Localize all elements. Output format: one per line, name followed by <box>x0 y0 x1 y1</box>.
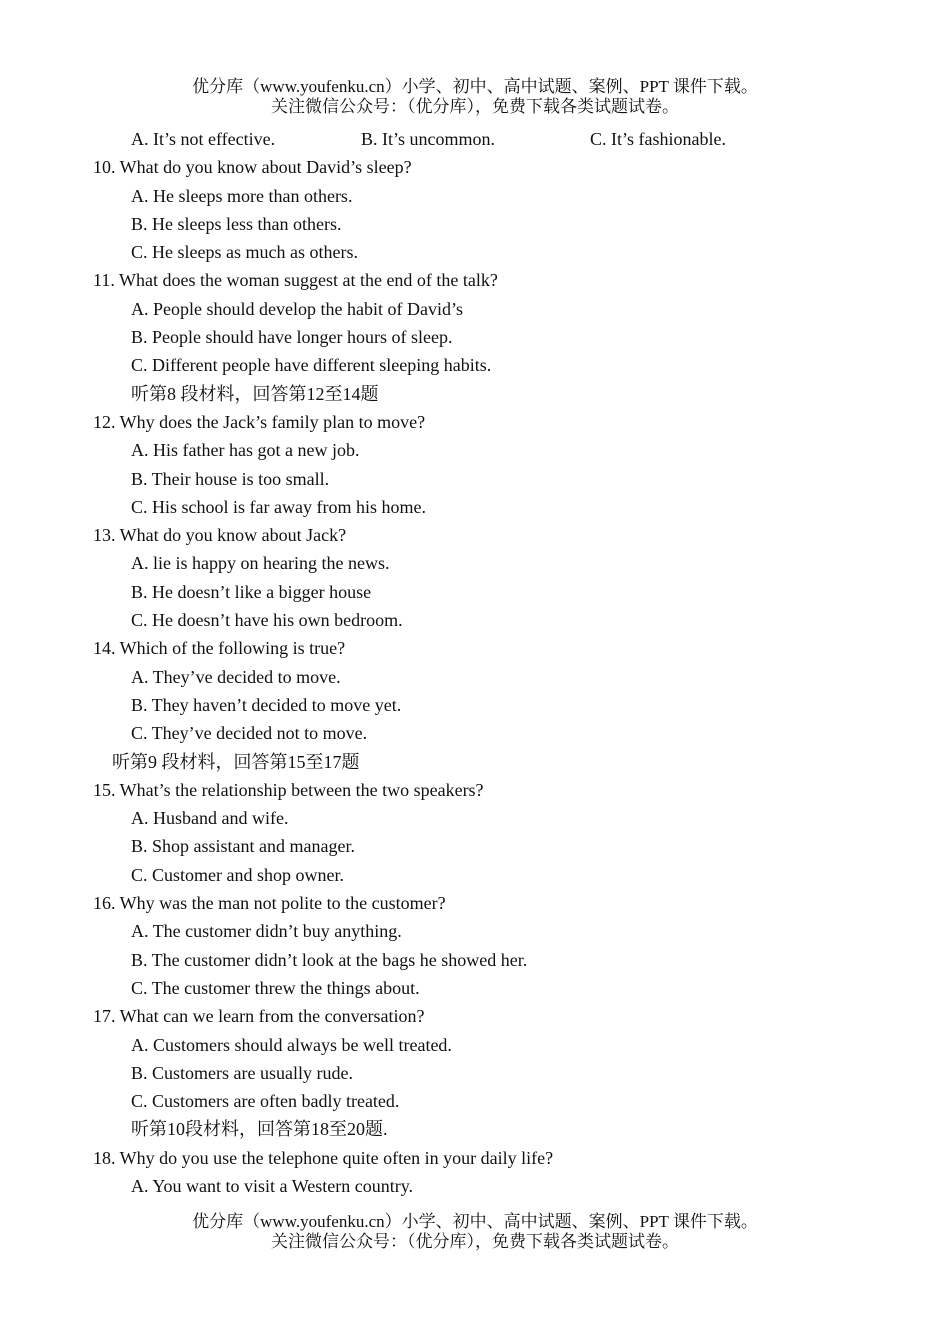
q15-option-b: B. Shop assistant and manager. <box>131 836 355 857</box>
section-8-instruction: 听第8 段材料，回答第12至14题 <box>131 383 379 404</box>
q17-option-c: C. Customers are often badly treated. <box>131 1091 400 1112</box>
q17-option-a: A. Customers should always be well treated. <box>131 1034 452 1055</box>
q17-stem: 17. What can we learn from the conversation? <box>93 1006 425 1027</box>
q12-stem: 12. Why does the Jack’s family plan to move? <box>93 411 426 432</box>
footer-line-1: 优分库（www.youfenku.cn）小学、初中、高中试题、案例、PPT 课件下载。 <box>192 1212 758 1231</box>
footer-line-2: 关注微信公众号：（优分库），免费下载各类试题试卷。 <box>271 1232 679 1251</box>
q12-option-c: C. His school is far away from his home. <box>131 496 426 517</box>
q15-option-a: A. Husband and wife. <box>131 808 289 829</box>
q15-option-c: C. Customer and shop owner. <box>131 864 344 885</box>
q14-option-b: B. They haven’t decided to move yet. <box>131 694 402 715</box>
q15-stem: 15. What’s the relationship between the two speakers? <box>93 779 484 800</box>
section-9-instruction: 听第9 段材料，回答第15至17题 <box>112 751 360 772</box>
q11-option-c: C. Different people have different sleeping habits. <box>131 355 492 376</box>
q10-option-a: A. He sleeps more than others. <box>131 185 353 206</box>
q9-option-a: A. It’s not effective. <box>131 129 276 149</box>
q16-option-b: B. The customer didn’t look at the bags he showed her. <box>131 949 528 970</box>
q12-option-b: B. Their house is too small. <box>131 468 330 489</box>
q9-options-row <box>0 125 950 153</box>
page-header <box>0 77 950 117</box>
q16-option-c: C. The customer threw the things about. <box>131 977 420 998</box>
q9-option-c: C. It’s fashionable. <box>590 129 726 149</box>
q14-stem: 14. Which of the following is true? <box>93 638 346 659</box>
q17-option-b: B. Customers are usually rude. <box>131 1062 353 1083</box>
page-footer <box>0 1212 950 1252</box>
section-10-instruction: 听第10段材料，回答第18至20题. <box>131 1119 388 1140</box>
header-line-1: 优分库（www.youfenku.cn）小学、初中、高中试题、案例、PPT 课件下载。 <box>192 77 758 96</box>
q9-option-b: B. It’s uncommon. <box>361 129 495 149</box>
q14-option-c: C. They’ve decided not to move. <box>131 723 368 744</box>
q13-option-a: A. lie is happy on hearing the news. <box>131 553 390 574</box>
header-line-2: 关注微信公众号：（优分库），免费下载各类试题试卷。 <box>271 97 679 116</box>
q10-option-b: B. He sleeps less than others. <box>131 213 342 234</box>
q14-option-a: A. They’ve decided to move. <box>131 666 341 687</box>
q11-option-a: A. People should develop the habit of David’s <box>131 298 463 319</box>
q16-option-a: A. The customer didn’t buy anything. <box>131 921 402 942</box>
q12-option-a: A. His father has got a new job. <box>131 440 360 461</box>
q18-option-a: A. You want to visit a Western country. <box>131 1175 414 1196</box>
q13-stem: 13. What do you know about Jack? <box>93 525 347 546</box>
q10-option-c: C. He sleeps as much as others. <box>131 242 358 263</box>
q13-option-c: C. He doesn’t have his own bedroom. <box>131 610 403 631</box>
q11-option-b: B. People should have longer hours of sleep. <box>131 327 453 348</box>
question-list <box>0 125 950 1200</box>
q13-option-b: B. He doesn’t like a bigger house <box>131 581 372 602</box>
q11-stem: 11. What does the woman suggest at the end of the talk? <box>93 270 498 291</box>
q16-stem: 16. Why was the man not polite to the customer? <box>93 893 446 914</box>
q10-stem: 10. What do you know about David’s sleep? <box>93 157 412 178</box>
q18-stem: 18. Why do you use the telephone quite often in your daily life? <box>93 1147 554 1168</box>
